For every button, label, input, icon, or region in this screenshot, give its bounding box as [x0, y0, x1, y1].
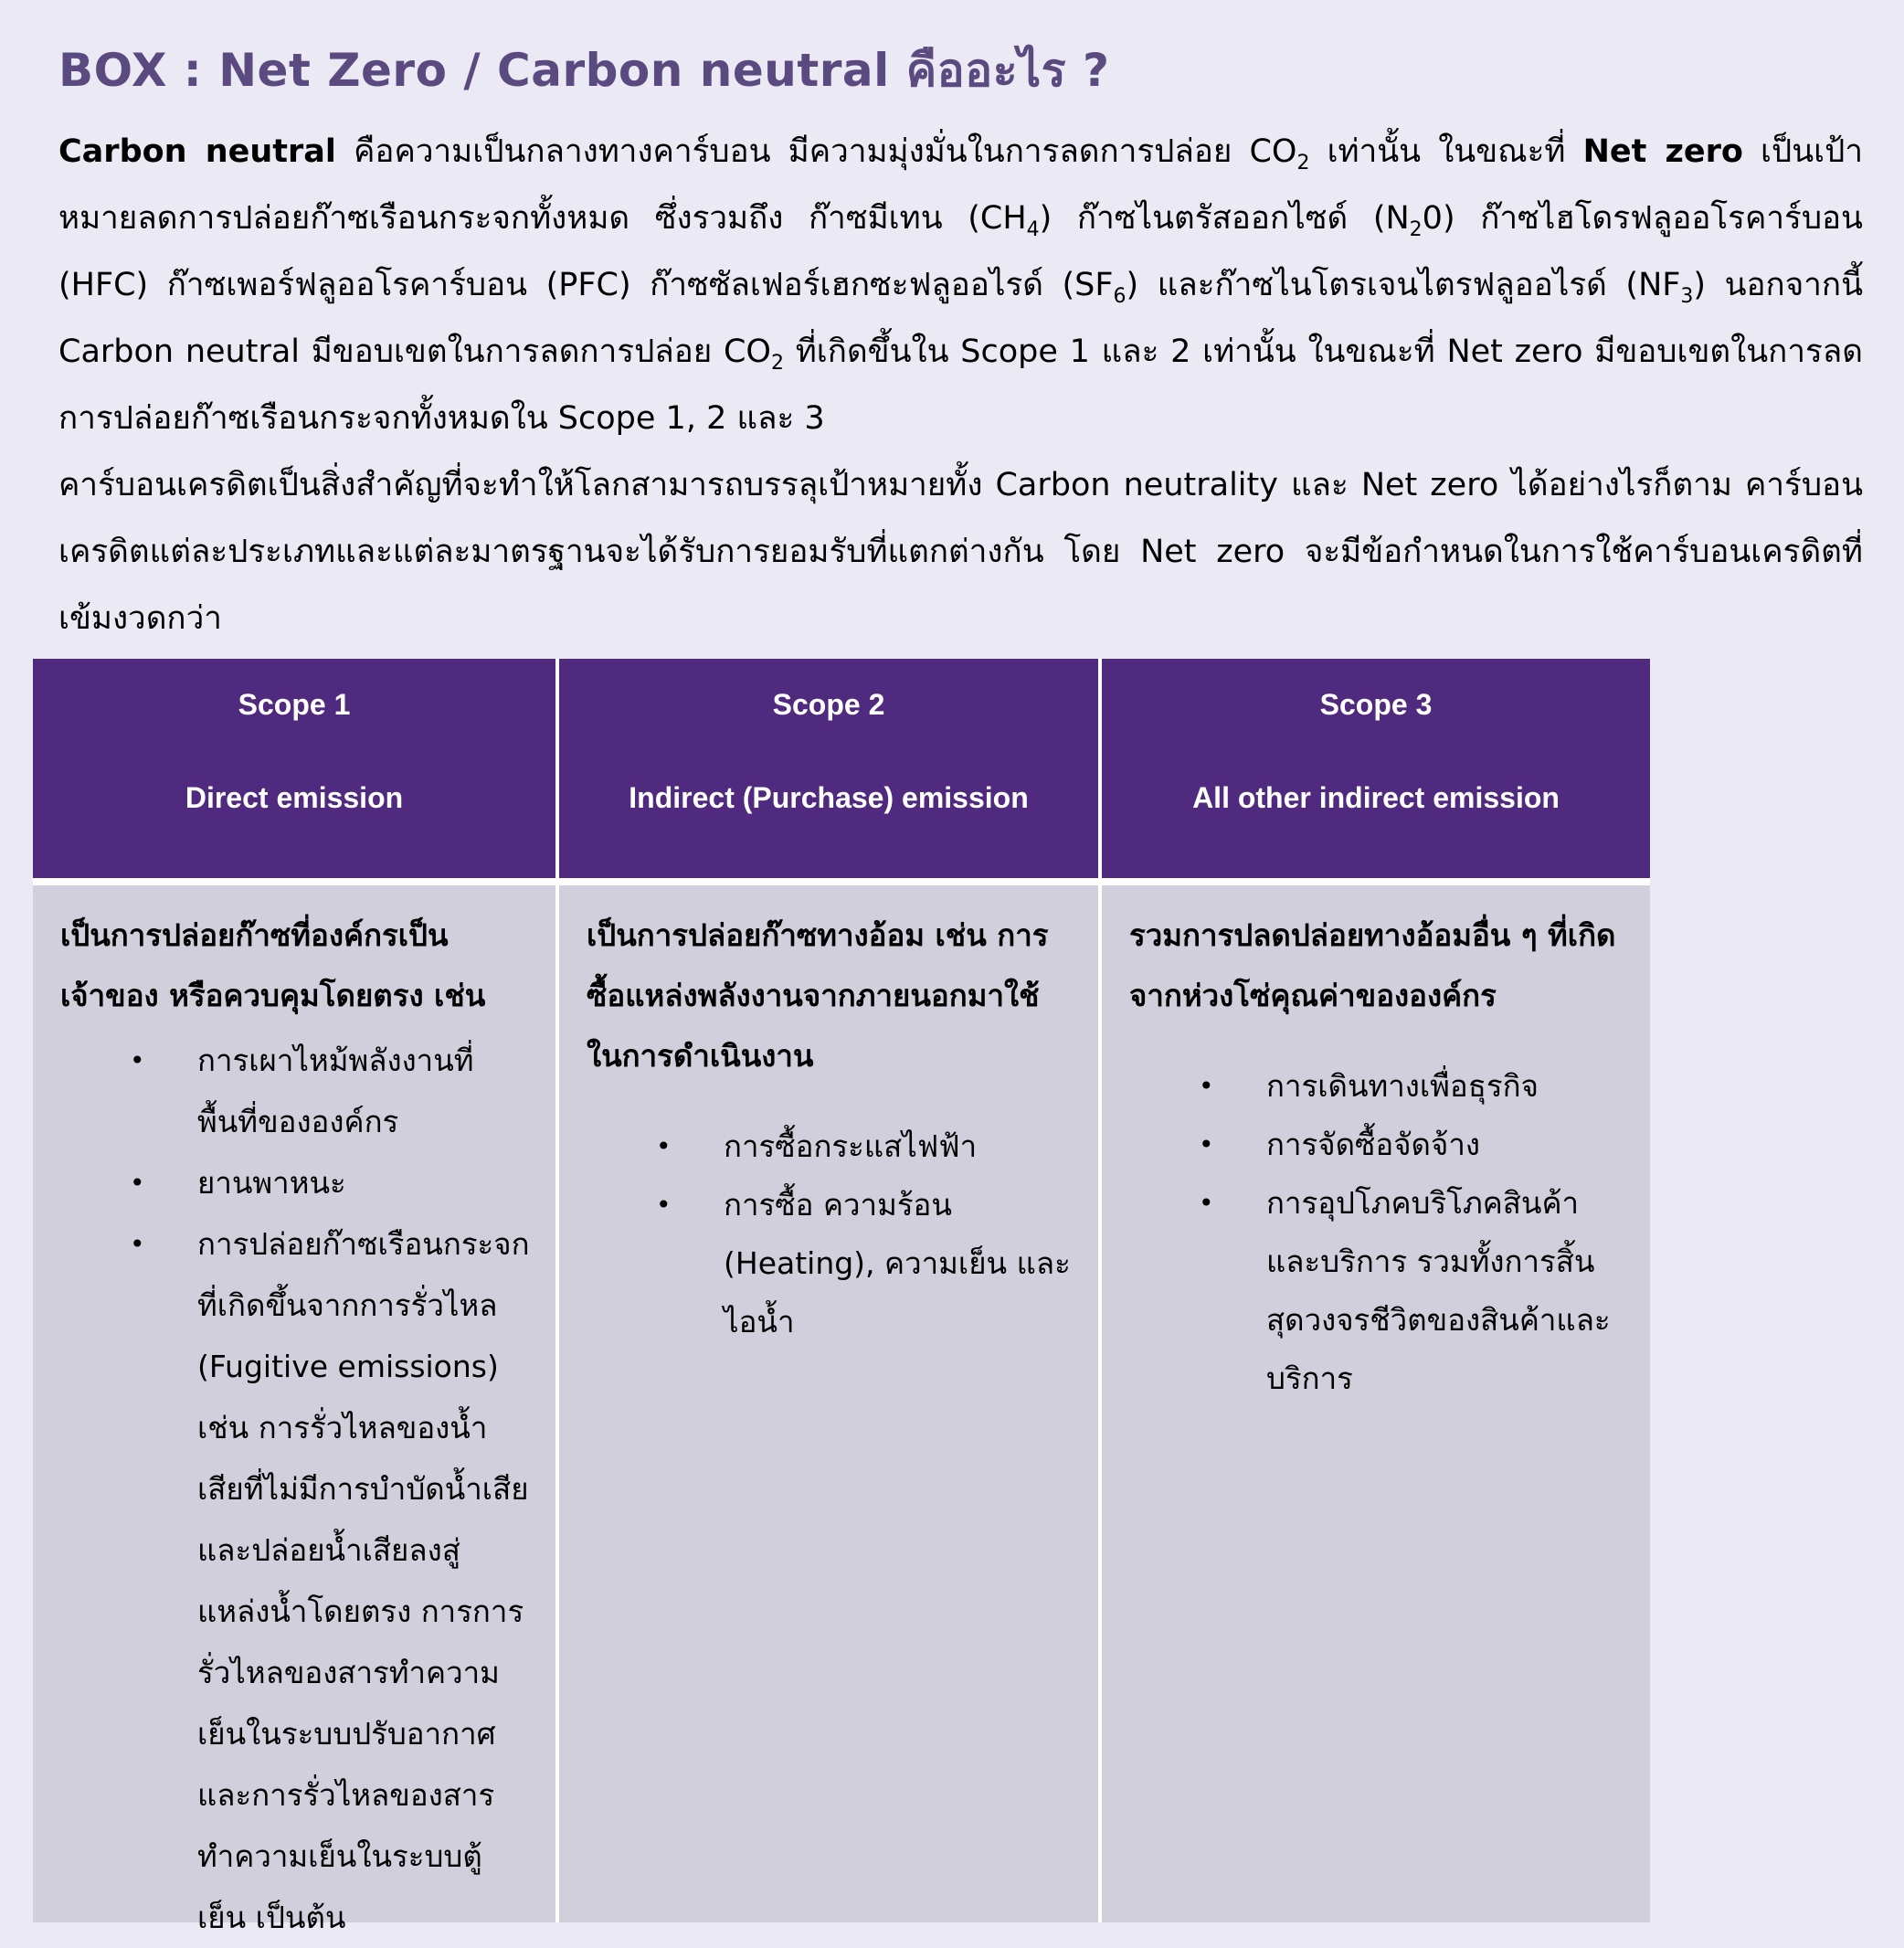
- scope-2-list: [587, 1117, 1073, 1351]
- list-item: • การจัดซื้อจัดจ้าง: [1129, 1116, 1624, 1174]
- scope-2-header: [559, 659, 1098, 878]
- bullet-icon: •: [130, 1168, 145, 1198]
- scope-2-type: Indirect (Purchase) emission: [629, 781, 1029, 814]
- bullet-icon: •: [130, 1045, 145, 1075]
- scope-1-header: [33, 659, 555, 878]
- scope-1-list: [60, 1030, 530, 1948]
- list-item: • การเผาไหม้พลังงานที่พื้นที่ขององค์กร: [60, 1030, 530, 1152]
- bullet-icon: •: [1199, 1129, 1214, 1159]
- scope-3-header: [1102, 659, 1650, 878]
- bullet-icon: •: [1199, 1071, 1214, 1101]
- bullet-icon: •: [656, 1131, 672, 1161]
- list-item: • การอุปโภคบริโภคสินค้าและบริการ รวมทั้งการสิ้นสุดวงจรชีวิตของสินค้าและบริการ: [1129, 1174, 1624, 1408]
- list-item: • การซื้อ ความร้อน (Heating), ความเย็น และไอน้ำ: [587, 1176, 1073, 1351]
- scope-3-list: [1129, 1057, 1624, 1408]
- scope-3-lead: รวมการปลดปล่อยทางอ้อมอื่น ๆ ที่เกิดจากห่วงโซ่คุณค่าขององค์กร: [1129, 917, 1616, 1013]
- list-item: • การซื้อกระแสไฟฟ้า: [587, 1117, 1073, 1176]
- list-item: • การเดินทางเพื่อธุรกิจ: [1129, 1057, 1624, 1116]
- scope-3-label: Scope 3: [1319, 688, 1433, 721]
- intro-paragraph-2: คาร์บอนเครดิตเป็นสิ่งสำคัญที่จะทำให้โลกสามารถบรรลุเป้าหมายทั้ง Carbon neutrality และ Net zero ได้อย่างไรก็ตาม คาร์บอนเครดิตแต่ละประเภทและแต่ละมาตรฐานจะได้รับการยอมรับที่แตกต่างกัน โดย Net zero จะมีข้อกำหนดในการใช้คาร์บอนเครดิตที่เข้มงวดกว่า: [58, 467, 1863, 637]
- bullet-icon: •: [1199, 1188, 1214, 1218]
- list-item: • การปล่อยก๊าซเรือนกระจกที่เกิดขึ้นจากการรั่วไหล (Fugitive emissions) เช่น การรั่วไหลของน้ำเสียที่ไม่มีการบำบัดน้ำเสียและปล่อยน้ำเสียลงสู่แหล่งน้ำโดยตรง การการรั่วไหลของสารทำความเย็นในระบบปรับอากาศ และการรั่วไหลของสารทำความเย็นในระบบตู้เย็น เป็นต้น: [60, 1213, 530, 1948]
- scope-1-type: Direct emission: [185, 781, 404, 814]
- list-item: • ยานพาหนะ: [60, 1152, 530, 1213]
- scope-3-type: All other indirect emission: [1192, 781, 1560, 814]
- box-title: BOX : Net Zero / Carbon neutral คืออะไร ?: [58, 44, 1110, 97]
- bullet-icon: •: [656, 1190, 672, 1220]
- bullet-icon: •: [130, 1229, 145, 1259]
- scope-1-body: [33, 885, 555, 1935]
- scope-1-lead: เป็นการปล่อยก๊าซที่องค์กรเป็นเจ้าของ หรือควบคุมโดยตรง เช่น: [60, 917, 486, 1013]
- scope-1-label: Scope 1: [238, 688, 351, 721]
- scope-2-label: Scope 2: [772, 688, 885, 721]
- intro-text: [58, 119, 1863, 652]
- scope-2-body: [559, 885, 1098, 1922]
- scope-table: [33, 659, 1650, 1935]
- intro-paragraph-1: Carbon neutral คือความเป็นกลางทางคาร์บอน มีความมุ่งมั่นในการลดการปล่อย $CO_2$ เท่านั้น ในขณะที่ Net zero เป็นเป้าหมายลดการปล่อยก๊าซเรือนกระจกทั้งหมด ซึ่งรวมถึง ก๊าซมีเทน $(CH_4)$ ก๊าซไนตรัสออกไซด์ $(N_20)$ ก๊าซไฮโดรฟลูออโรคาร์บอน (HFC) ก๊าซเพอร์ฟลูออโรคาร์บอน (PFC) ก๊าซซัลเฟอร์เฮกซะฟลูออไรด์ $(SF_6)$ และก๊าซไนโตรเจนไตรฟลูออไรด์ $(NF_3)$ นอกจากนี้ Carbon neutral มีขอบเขตในการลดการปล่อย $CO_2$ ที่เกิดขึ้นใน Scope 1 และ 2 เท่านั้น ในขณะที่ Net zero มีขอบเขตในการลดการปล่อยก๊าซเรือนกระจกทั้งหมดใน Scope 1, 2 และ 3: [58, 133, 1864, 437]
- term-carbon-neutral: Carbon neutral: [58, 133, 336, 170]
- scope-2-lead: เป็นการปล่อยก๊าซทางอ้อม เช่น การซื้อแหล่งพลังงานจากภายนอกมาใช้ในการดำเนินงาน: [587, 917, 1049, 1074]
- scope-3-body: [1102, 885, 1650, 1922]
- term-net-zero: Net zero: [1582, 133, 1743, 170]
